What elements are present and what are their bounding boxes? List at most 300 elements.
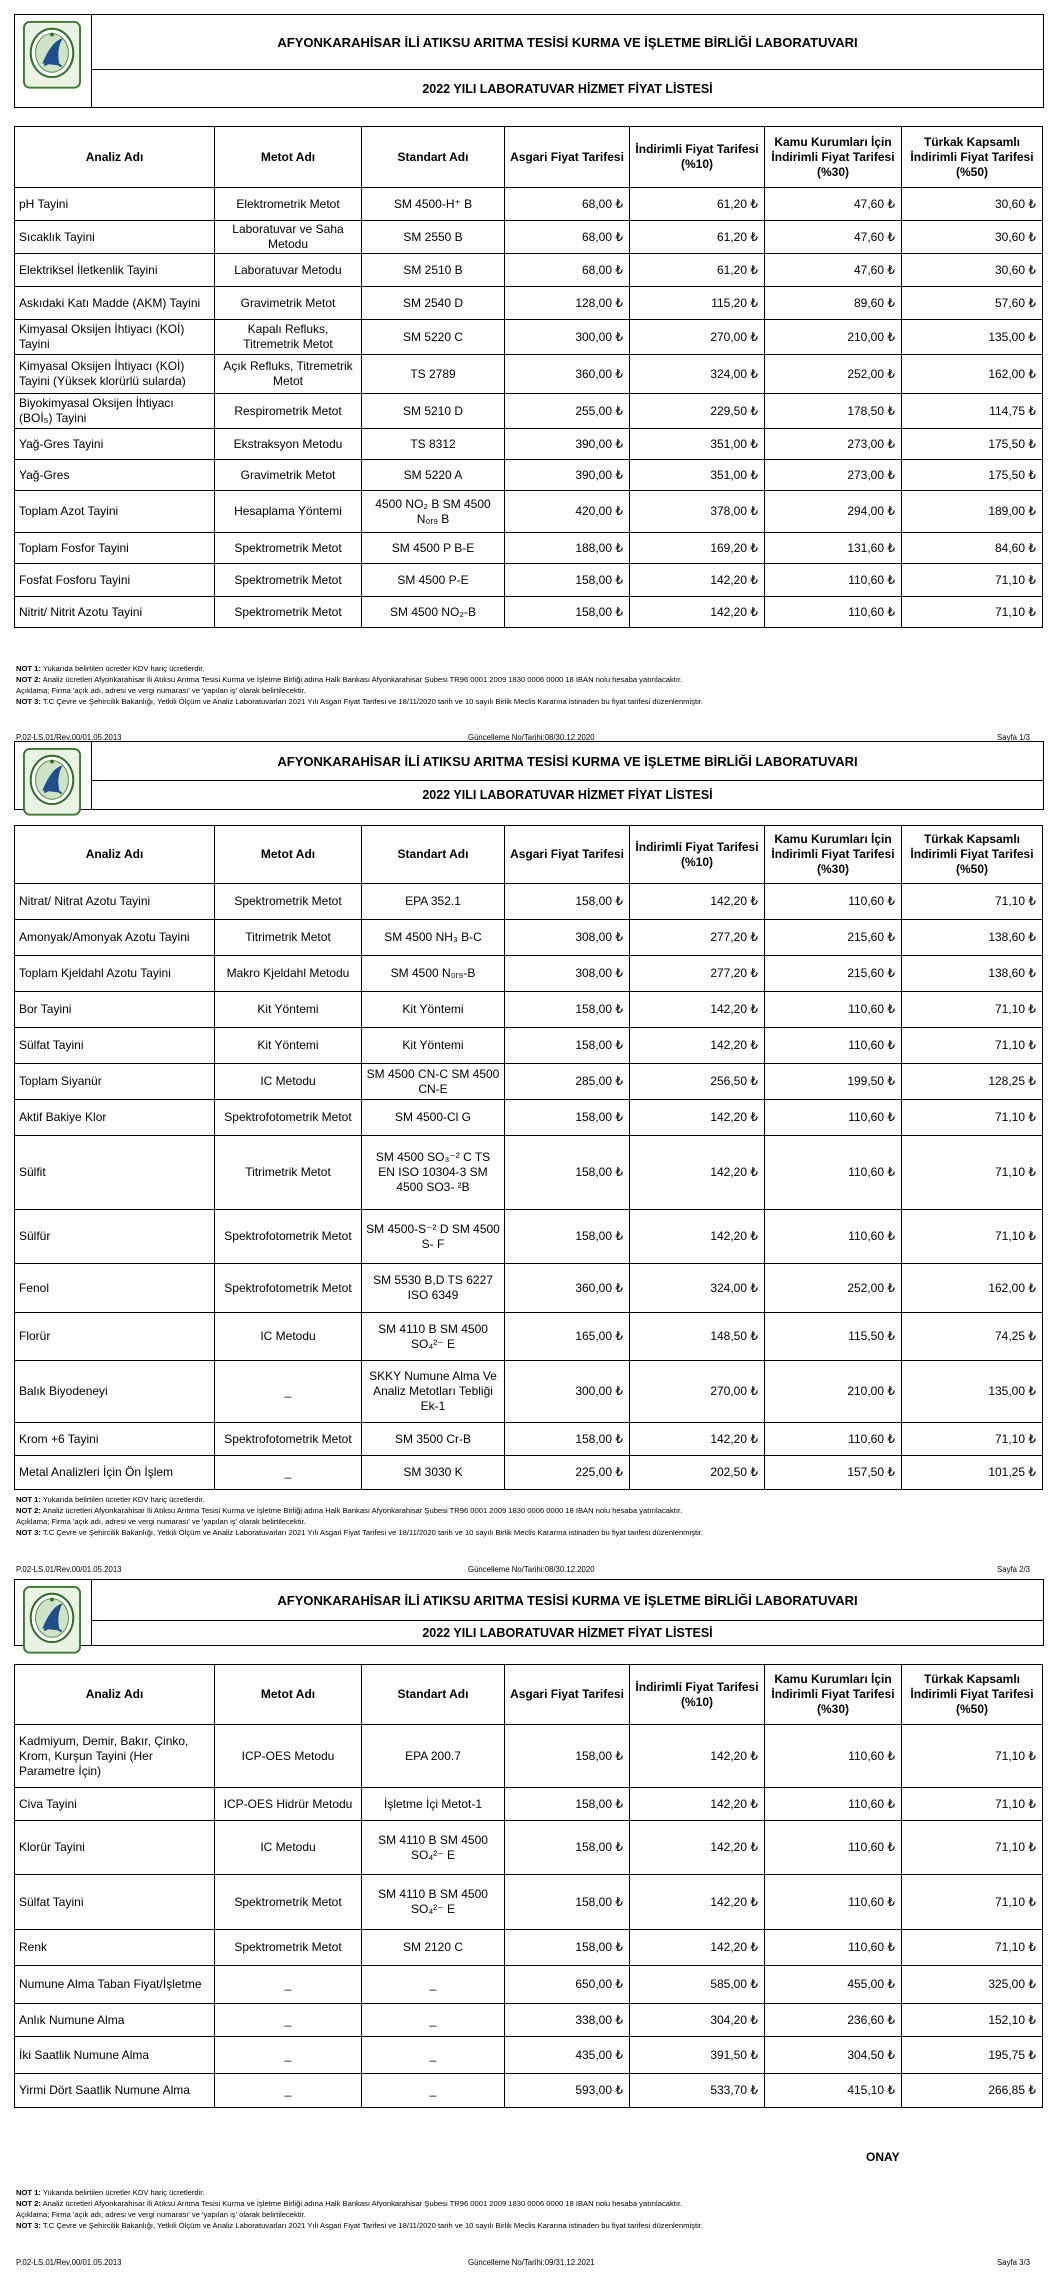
note-text: Yukarıda belirtilen ücretler KDV hariç ücretlerdir. [40, 1495, 205, 1504]
method-name: Spektrometrik Metot [215, 1930, 362, 1966]
turkak-50-price: 175,50 ₺ [902, 429, 1043, 460]
minimum-price: 158,00 ₺ [505, 1788, 630, 1821]
discount-10-price: 324,00 ₺ [630, 355, 765, 394]
discount-10-price: 148,50 ₺ [630, 1313, 765, 1361]
revision-info: Güncelleme No/Tarihi:08/30.12.2020 [468, 1565, 595, 1574]
minimum-price: 158,00 ₺ [505, 1725, 630, 1788]
public-30-price: 304,50 ₺ [765, 2037, 902, 2074]
column-header: Standart Adı [362, 127, 505, 188]
standard-name: SM 2540 D [362, 287, 505, 320]
table-row [15, 2004, 1043, 2037]
minimum-price: 165,00 ₺ [505, 1313, 630, 1361]
column-header: Analiz Adı [15, 127, 215, 188]
discount-10-price: 270,00 ₺ [630, 320, 765, 355]
public-30-price: 210,00 ₺ [765, 1361, 902, 1423]
method-name: Kapalı Refluks, Titremetrik Metot [215, 320, 362, 355]
minimum-price: 390,00 ₺ [505, 429, 630, 460]
turkak-50-price: 71,10 ₺ [902, 1100, 1043, 1136]
turkak-50-price: 74,25 ₺ [902, 1313, 1043, 1361]
public-30-price: 178,50 ₺ [765, 394, 902, 429]
column-header: Kamu Kurumları İçin İndirimli Fiyat Tarifesi (%30) [765, 127, 902, 188]
method-name: _ [215, 1361, 362, 1423]
method-name: Spektrometrik Metot [215, 564, 362, 597]
discount-10-price: 391,50 ₺ [630, 2037, 765, 2074]
public-30-price: 110,60 ₺ [765, 1100, 902, 1136]
analysis-name: Toplam Fosfor Tayini [15, 533, 215, 564]
standard-name: _ [362, 2004, 505, 2037]
analysis-name: Toplam Siyanür [15, 1064, 215, 1100]
discount-10-price: 142,20 ₺ [630, 1100, 765, 1136]
page-number: Sayfa 2/3 [997, 1565, 1030, 1574]
turkak-50-price: 71,10 ₺ [902, 1930, 1043, 1966]
public-30-price: 115,50 ₺ [765, 1313, 902, 1361]
turkak-50-price: 30,60 ₺ [902, 254, 1043, 287]
minimum-price: 435,00 ₺ [505, 2037, 630, 2074]
method-name: _ [215, 2074, 362, 2108]
turkak-50-price: 135,00 ₺ [902, 1361, 1043, 1423]
approval-label: ONAY [866, 2150, 900, 2164]
analysis-name: Nitrat/ Nitrat Azotu Tayini [15, 884, 215, 920]
method-name: Spektrofotometrik Metot [215, 1264, 362, 1313]
public-30-price: 110,60 ₺ [765, 1788, 902, 1821]
analysis-name: Sülfür [15, 1210, 215, 1264]
note-label: NOT 3: [16, 2221, 41, 2230]
method-name: _ [215, 1456, 362, 1490]
method-name: Respirometrik Metot [215, 394, 362, 429]
turkak-50-price: 71,10 ₺ [902, 992, 1043, 1028]
method-name: Titrimetrik Metot [215, 1136, 362, 1210]
method-name: Kit Yöntemi [215, 1028, 362, 1064]
public-30-price: 215,60 ₺ [765, 956, 902, 992]
standard-name: _ [362, 2037, 505, 2074]
column-header: Metot Adı [215, 1665, 362, 1725]
public-30-price: 110,60 ₺ [765, 1210, 902, 1264]
minimum-price: 68,00 ₺ [505, 221, 630, 254]
analysis-name: Sıcaklık Tayini [15, 221, 215, 254]
turkak-50-price: 71,10 ₺ [902, 1821, 1043, 1875]
standard-name: EPA 352.1 [362, 884, 505, 920]
table-row [15, 1930, 1043, 1966]
public-30-price: 89,60 ₺ [765, 287, 902, 320]
minimum-price: 128,00 ₺ [505, 287, 630, 320]
column-header: Türkak Kapsamlı İndirimli Fiyat Tarifesi (%50) [902, 127, 1043, 188]
note-label: NOT 3: [16, 1528, 41, 1537]
price-table [14, 1664, 1043, 2108]
analysis-name: Bor Tayini [15, 992, 215, 1028]
page-number: Sayfa 1/3 [997, 733, 1030, 742]
minimum-price: 188,00 ₺ [505, 533, 630, 564]
analysis-name: Anlık Numune Alma [15, 2004, 215, 2037]
turkak-50-price: 71,10 ₺ [902, 1028, 1043, 1064]
discount-10-price: 142,20 ₺ [630, 1821, 765, 1875]
method-name: _ [215, 2037, 362, 2074]
minimum-price: 68,00 ₺ [505, 188, 630, 221]
note-line [16, 2220, 1036, 2231]
minimum-price: 158,00 ₺ [505, 1100, 630, 1136]
standard-name: Kit Yöntemi [362, 992, 505, 1028]
standard-name: SM 2510 B [362, 254, 505, 287]
minimum-price: 308,00 ₺ [505, 920, 630, 956]
standard-name: SM 5220 A [362, 460, 505, 491]
column-header: Asgari Fiyat Tarifesi [505, 127, 630, 188]
method-name: Laboratuvar ve Saha Metodu [215, 221, 362, 254]
turkak-50-price: 189,00 ₺ [902, 491, 1043, 533]
standard-name: 4500 NO₂ B SM 4500 N₀ᵣ₉ B [362, 491, 505, 533]
organization-title: AFYONKARAHİSAR İLİ ATIKSU ARITMA TESİSİ KURMA VE İŞLETME BİRLİĞİ LABORATUVARI [92, 742, 1043, 781]
note-label: NOT 2: [16, 1506, 41, 1515]
public-30-price: 236,60 ₺ [765, 2004, 902, 2037]
discount-10-price: 142,20 ₺ [630, 1930, 765, 1966]
public-30-price: 110,60 ₺ [765, 1821, 902, 1875]
organization-seal-icon [23, 1586, 81, 1654]
discount-10-price: 533,70 ₺ [630, 2074, 765, 2108]
note-text: Yukarıda belirtilen ücretler KDV hariç ücretlerdir. [40, 664, 205, 673]
analysis-name: Nitrit/ Nitrit Azotu Tayini [15, 597, 215, 628]
analysis-name: Sülfit [15, 1136, 215, 1210]
method-name: Ekstraksyon Metodu [215, 429, 362, 460]
turkak-50-price: 71,10 ₺ [902, 564, 1043, 597]
minimum-price: 158,00 ₺ [505, 1423, 630, 1456]
note-text: Analiz ücretleri Afyonkarahisar İli Atıksu Arıtma Tesisi Kurma ve İşletme Birliği adına Halk Bankası Afyonkarahisar Şubesi TR96 0001 2009 1830 0006 0000 18 IBAN nolu hesaba yatırılacaktır. [40, 675, 683, 684]
standard-name: TS 8312 [362, 429, 505, 460]
discount-10-price: 61,20 ₺ [630, 254, 765, 287]
turkak-50-price: 152,10 ₺ [902, 2004, 1043, 2037]
public-30-price: 110,60 ₺ [765, 1875, 902, 1930]
turkak-50-price: 195,75 ₺ [902, 2037, 1043, 2074]
analysis-name: Krom +6 Tayini [15, 1423, 215, 1456]
discount-10-price: 256,50 ₺ [630, 1064, 765, 1100]
analysis-name: Renk [15, 1930, 215, 1966]
column-header: Metot Adı [215, 127, 362, 188]
minimum-price: 158,00 ₺ [505, 1930, 630, 1966]
public-30-price: 110,60 ₺ [765, 1930, 902, 1966]
note-text: Analiz ücretleri Afyonkarahisar İli Atıksu Arıtma Tesisi Kurma ve İşletme Birliği adına Halk Bankası Afyonkarahisar Şubesi TR96 0001 2009 1830 0006 0000 18 IBAN nolu hesaba yatırılacaktır. [40, 2199, 683, 2208]
column-header: Asgari Fiyat Tarifesi [505, 826, 630, 884]
method-name: Laboratuvar Metodu [215, 254, 362, 287]
public-30-price: 110,60 ₺ [765, 597, 902, 628]
standard-name: SM 5220 C [362, 320, 505, 355]
turkak-50-price: 138,60 ₺ [902, 920, 1043, 956]
column-header: İndirimli Fiyat Tarifesi (%10) [630, 826, 765, 884]
note-text: Açıklama; Firma 'açık adı, adresi ve vergi numarası' ve 'yapılan iş' olarak belirtilecektir. [16, 686, 306, 695]
note-label: NOT 2: [16, 2199, 41, 2208]
analysis-name: Klorür Tayini [15, 1821, 215, 1875]
method-name: Spektrofotometrik Metot [215, 1210, 362, 1264]
column-header: İndirimli Fiyat Tarifesi (%10) [630, 127, 765, 188]
turkak-50-price: 71,10 ₺ [902, 597, 1043, 628]
analysis-name: Sülfat Tayini [15, 1875, 215, 1930]
method-name: Spektrometrik Metot [215, 884, 362, 920]
page-footer [16, 2258, 1036, 2269]
public-30-price: 110,60 ₺ [765, 1136, 902, 1210]
note-text: Analiz ücretleri Afyonkarahisar İli Atıksu Arıtma Tesisi Kurma ve İşletme Birliği adına Halk Bankası Afyonkarahisar Şubesi TR96 0001 2009 1830 0006 0000 18 IBAN nolu hesaba yatırılacaktır. [40, 1506, 683, 1515]
discount-10-price: 351,00 ₺ [630, 429, 765, 460]
minimum-price: 338,00 ₺ [505, 2004, 630, 2037]
method-name: IC Metodu [215, 1064, 362, 1100]
method-name: ICP-OES Hidrür Metodu [215, 1788, 362, 1821]
discount-10-price: 229,50 ₺ [630, 394, 765, 429]
standard-name: SM 4500-Cl G [362, 1100, 505, 1136]
standard-name: SM 3500 Cr-B [362, 1423, 505, 1456]
column-header: Kamu Kurumları İçin İndirimli Fiyat Tarifesi (%30) [765, 826, 902, 884]
discount-10-price: 142,20 ₺ [630, 992, 765, 1028]
analysis-name: Yirmi Dört Saatlik Numune Alma [15, 2074, 215, 2108]
method-name: Açık Refluks, Titremetrik Metot [215, 355, 362, 394]
method-name: IC Metodu [215, 1821, 362, 1875]
table-row [15, 1821, 1043, 1875]
public-30-price: 252,00 ₺ [765, 355, 902, 394]
revision-info: Güncelleme No/Tarihi:09/31.12.2021 [468, 2258, 595, 2267]
revision-info: Güncelleme No/Tarihi:08/30.12.2020 [468, 733, 595, 742]
public-30-price: 110,60 ₺ [765, 1725, 902, 1788]
minimum-price: 300,00 ₺ [505, 320, 630, 355]
note-line [16, 2198, 1036, 2209]
page-number: Sayfa 3/3 [997, 2258, 1030, 2267]
discount-10-price: 202,50 ₺ [630, 1456, 765, 1490]
column-header: Türkak Kapsamlı İndirimli Fiyat Tarifesi (%50) [902, 1665, 1043, 1725]
discount-10-price: 304,20 ₺ [630, 2004, 765, 2037]
method-name: Spektrometrik Metot [215, 1875, 362, 1930]
analysis-name: Fosfat Fosforu Tayini [15, 564, 215, 597]
analysis-name: Kadmiyum, Demir, Bakır, Çinko, Krom, Kurşun Tayini (Her Parametre İçin) [15, 1725, 215, 1788]
discount-10-price: 142,20 ₺ [630, 1875, 765, 1930]
standard-name: SKKY Numune Alma Ve Analiz Metotları Tebliği Ek-1 [362, 1361, 505, 1423]
turkak-50-price: 128,25 ₺ [902, 1064, 1043, 1100]
public-30-price: 455,00 ₺ [765, 1966, 902, 2004]
minimum-price: 360,00 ₺ [505, 1264, 630, 1313]
turkak-50-price: 175,50 ₺ [902, 460, 1043, 491]
note-text: T.C Çevre ve Şehircilik Bakanlığı, Yetkili Ölçüm ve Analiz Laboratuvarları 2021 Yılı Asgari Fiyat Tarifesi ve 18/11/2020 tarih ve 10 sayılı Birlik Meclis Kararına istinaden bu fiyat tarifesi düzenlenmiştir. [40, 697, 704, 706]
table-row [15, 2074, 1043, 2108]
analysis-name: Sülfat Tayini [15, 1028, 215, 1064]
column-header: Türkak Kapsamlı İndirimli Fiyat Tarifesi (%50) [902, 826, 1043, 884]
minimum-price: 360,00 ₺ [505, 355, 630, 394]
organization-title: AFYONKARAHİSAR İLİ ATIKSU ARITMA TESİSİ KURMA VE İŞLETME BİRLİĞİ LABORATUVARI [92, 1580, 1043, 1621]
note-line [16, 2187, 1036, 2198]
turkak-50-price: 84,60 ₺ [902, 533, 1043, 564]
method-name: Spektrometrik Metot [215, 533, 362, 564]
note-text: T.C Çevre ve Şehircilik Bakanlığı, Yetkili Ölçüm ve Analiz Laboratuvarları 2021 Yılı Asgari Fiyat Tarifesi ve 18/11/2020 tarih ve 10 sayılı Birlik Meclis Kararına istinaden bu fiyat tarifesi düzenlenmiştir. [40, 2221, 704, 2230]
discount-10-price: 142,20 ₺ [630, 1725, 765, 1788]
turkak-50-price: 101,25 ₺ [902, 1456, 1043, 1490]
minimum-price: 308,00 ₺ [505, 956, 630, 992]
standard-name: SM 4500 SO₃⁻² C TS EN ISO 10304-3 SM 4500 SO3- ²B [362, 1136, 505, 1210]
public-30-price: 215,60 ₺ [765, 920, 902, 956]
turkak-50-price: 71,10 ₺ [902, 1210, 1043, 1264]
turkak-50-price: 30,60 ₺ [902, 221, 1043, 254]
minimum-price: 158,00 ₺ [505, 1028, 630, 1064]
public-30-price: 110,60 ₺ [765, 1028, 902, 1064]
standard-name: SM 5210 D [362, 394, 505, 429]
discount-10-price: 277,20 ₺ [630, 956, 765, 992]
method-name: Kit Yöntemi [215, 992, 362, 1028]
discount-10-price: 142,20 ₺ [630, 597, 765, 628]
public-30-price: 110,60 ₺ [765, 884, 902, 920]
organization-title: AFYONKARAHİSAR İLİ ATIKSU ARITMA TESİSİ KURMA VE İŞLETME BİRLİĞİ LABORATUVARI [92, 15, 1043, 70]
turkak-50-price: 138,60 ₺ [902, 956, 1043, 992]
standard-name: SM 4110 B SM 4500 SO₄²⁻ E [362, 1875, 505, 1930]
method-name: Gravimetrik Metot [215, 287, 362, 320]
discount-10-price: 142,20 ₺ [630, 1136, 765, 1210]
column-header: Standart Adı [362, 826, 505, 884]
minimum-price: 158,00 ₺ [505, 1210, 630, 1264]
public-30-price: 273,00 ₺ [765, 429, 902, 460]
discount-10-price: 61,20 ₺ [630, 188, 765, 221]
turkak-50-price: 135,00 ₺ [902, 320, 1043, 355]
discount-10-price: 61,20 ₺ [630, 221, 765, 254]
column-header: Analiz Adı [15, 826, 215, 884]
method-name: Hesaplama Yöntemi [215, 491, 362, 533]
analysis-name: Kimyasal Oksijen İhtiyacı (KOİ) Tayini (Yüksek klorürlü sularda) [15, 355, 215, 394]
form-code: P.02-LS.01/Rev.00/01.05.2013 [16, 733, 122, 742]
public-30-price: 131,60 ₺ [765, 533, 902, 564]
analysis-name: Metal Analizleri İçin Ön İşlem [15, 1456, 215, 1490]
discount-10-price: 142,20 ₺ [630, 1210, 765, 1264]
column-header: İndirimli Fiyat Tarifesi (%10) [630, 1665, 765, 1725]
minimum-price: 158,00 ₺ [505, 1821, 630, 1875]
minimum-price: 158,00 ₺ [505, 1875, 630, 1930]
analysis-name: Amonyak/Amonyak Azotu Tayini [15, 920, 215, 956]
public-30-price: 110,60 ₺ [765, 992, 902, 1028]
method-name: Makro Kjeldahl Metodu [215, 956, 362, 992]
column-header: Analiz Adı [15, 1665, 215, 1725]
turkak-50-price: 71,10 ₺ [902, 1423, 1043, 1456]
analysis-name: Biyokimyasal Oksijen İhtiyacı (BOİ₅) Tayini [15, 394, 215, 429]
price-list-title: 2022 YILI LABORATUVAR HİZMET FİYAT LİSTESİ [422, 788, 713, 802]
price-list-title: 2022 YILI LABORATUVAR HİZMET FİYAT LİSTESİ [422, 1626, 713, 1640]
method-name: ICP-OES Metodu [215, 1725, 362, 1788]
public-30-price: 415,10 ₺ [765, 2074, 902, 2108]
column-header: Metot Adı [215, 826, 362, 884]
analysis-name: Elektriksel İletkenlik Tayini [15, 254, 215, 287]
minimum-price: 158,00 ₺ [505, 884, 630, 920]
method-name: _ [215, 2004, 362, 2037]
standard-name: SM 4110 B SM 4500 SO₄²⁻ E [362, 1821, 505, 1875]
minimum-price: 158,00 ₺ [505, 597, 630, 628]
turkak-50-price: 71,10 ₺ [902, 1875, 1043, 1930]
table-row [15, 1875, 1043, 1930]
turkak-50-price: 57,60 ₺ [902, 287, 1043, 320]
analysis-name: Numune Alma Taban Fiyat/İşletme [15, 1966, 215, 2004]
minimum-price: 593,00 ₺ [505, 2074, 630, 2108]
method-name: _ [215, 1966, 362, 2004]
discount-10-price: 142,20 ₺ [630, 564, 765, 597]
discount-10-price: 277,20 ₺ [630, 920, 765, 956]
turkak-50-price: 71,10 ₺ [902, 1136, 1043, 1210]
standard-name: SM 2120 C [362, 1930, 505, 1966]
turkak-50-price: 162,00 ₺ [902, 1264, 1043, 1313]
turkak-50-price: 325,00 ₺ [902, 1966, 1043, 2004]
minimum-price: 390,00 ₺ [505, 460, 630, 491]
public-30-price: 157,50 ₺ [765, 1456, 902, 1490]
standard-name: SM 4500 N₀ᵣ₉-B [362, 956, 505, 992]
method-name: Gravimetrik Metot [215, 460, 362, 491]
public-30-price: 110,60 ₺ [765, 564, 902, 597]
table-row [15, 1725, 1043, 1788]
method-name: Spektrometrik Metot [215, 597, 362, 628]
minimum-price: 650,00 ₺ [505, 1966, 630, 2004]
standard-name: _ [362, 2074, 505, 2108]
note-label: NOT 1: [16, 1495, 41, 1504]
standard-name: SM 4110 B SM 4500 SO₄²⁻ E [362, 1313, 505, 1361]
discount-10-price: 169,20 ₺ [630, 533, 765, 564]
minimum-price: 158,00 ₺ [505, 1136, 630, 1210]
note-label: NOT 1: [16, 664, 41, 673]
minimum-price: 225,00 ₺ [505, 1456, 630, 1490]
discount-10-price: 115,20 ₺ [630, 287, 765, 320]
turkak-50-price: 71,10 ₺ [902, 884, 1043, 920]
standard-name: SM 4500 NH₃ B-C [362, 920, 505, 956]
form-code: P.02-LS.01/Rev.00/01.05.2013 [16, 1565, 122, 1574]
note-text: Açıklama; Firma 'açık adı, adresi ve vergi numarası' ve 'yapılan iş' olarak belirtilecektir. [16, 2210, 306, 2219]
column-header: Kamu Kurumları İçin İndirimli Fiyat Tarifesi (%30) [765, 1665, 902, 1725]
public-30-price: 47,60 ₺ [765, 254, 902, 287]
analysis-name: Balık Biyodeneyi [15, 1361, 215, 1423]
column-header: Standart Adı [362, 1665, 505, 1725]
turkak-50-price: 71,10 ₺ [902, 1788, 1043, 1821]
turkak-50-price: 71,10 ₺ [902, 1725, 1043, 1788]
analysis-name: İki Saatlik Numune Alma [15, 2037, 215, 2074]
minimum-price: 255,00 ₺ [505, 394, 630, 429]
standard-name: SM 4500-H⁺ B [362, 188, 505, 221]
analysis-name: Florür [15, 1313, 215, 1361]
discount-10-price: 351,00 ₺ [630, 460, 765, 491]
method-name: IC Metodu [215, 1313, 362, 1361]
note-text: Açıklama; Firma 'açık adı, adresi ve vergi numarası' ve 'yapılan iş' olarak belirtilecektir. [16, 1517, 306, 1526]
analysis-name: Yağ-Gres [15, 460, 215, 491]
discount-10-price: 142,20 ₺ [630, 1788, 765, 1821]
public-30-price: 110,60 ₺ [765, 1423, 902, 1456]
note-label: NOT 1: [16, 2188, 41, 2197]
table-row [15, 1966, 1043, 2004]
discount-10-price: 585,00 ₺ [630, 1966, 765, 2004]
standard-name: EPA 200.7 [362, 1725, 505, 1788]
public-30-price: 210,00 ₺ [765, 320, 902, 355]
standard-name: SM 4500-S⁻² D SM 4500 S- F [362, 1210, 505, 1264]
analysis-name: Toplam Kjeldahl Azotu Tayini [15, 956, 215, 992]
standard-name: İşletme İçi Metot-1 [362, 1788, 505, 1821]
analysis-name: Askıdaki Katı Madde (AKM) Tayini [15, 287, 215, 320]
standard-name: SM 3030 K [362, 1456, 505, 1490]
minimum-price: 285,00 ₺ [505, 1064, 630, 1100]
table-header-row [15, 1665, 1043, 1725]
discount-10-price: 270,00 ₺ [630, 1361, 765, 1423]
standard-name: TS 2789 [362, 355, 505, 394]
discount-10-price: 324,00 ₺ [630, 1264, 765, 1313]
public-30-price: 252,00 ₺ [765, 1264, 902, 1313]
standard-name: _ [362, 1966, 505, 2004]
standard-name: SM 4500 CN-C SM 4500 CN-E [362, 1064, 505, 1100]
discount-10-price: 142,20 ₺ [630, 1423, 765, 1456]
public-30-price: 47,60 ₺ [765, 188, 902, 221]
analysis-name: Aktif Bakiye Klor [15, 1100, 215, 1136]
minimum-price: 158,00 ₺ [505, 992, 630, 1028]
note-label: NOT 2: [16, 675, 41, 684]
analysis-name: Kimyasal Oksijen İhtiyacı (KOİ) Tayini [15, 320, 215, 355]
method-name: Spektrofotometrik Metot [215, 1423, 362, 1456]
note-text: Yukarıda belirtilen ücretler KDV hariç ücretlerdir. [40, 2188, 205, 2197]
minimum-price: 68,00 ₺ [505, 254, 630, 287]
minimum-price: 420,00 ₺ [505, 491, 630, 533]
standard-name: SM 5530 B,D TS 6227 ISO 6349 [362, 1264, 505, 1313]
page-header [14, 1579, 1044, 1646]
note-text: T.C Çevre ve Şehircilik Bakanlığı, Yetkili Ölçüm ve Analiz Laboratuvarları 2021 Yılı Asgari Fiyat Tarifesi ve 18/11/2020 tarih ve 10 sayılı Birlik Meclis Kararına istinaden bu fiyat tarifesi düzenlenmiştir. [40, 1528, 704, 1537]
minimum-price: 300,00 ₺ [505, 1361, 630, 1423]
minimum-price: 158,00 ₺ [505, 564, 630, 597]
column-header: Asgari Fiyat Tarifesi [505, 1665, 630, 1725]
note-label: NOT 3: [16, 697, 41, 706]
turkak-50-price: 114,75 ₺ [902, 394, 1043, 429]
